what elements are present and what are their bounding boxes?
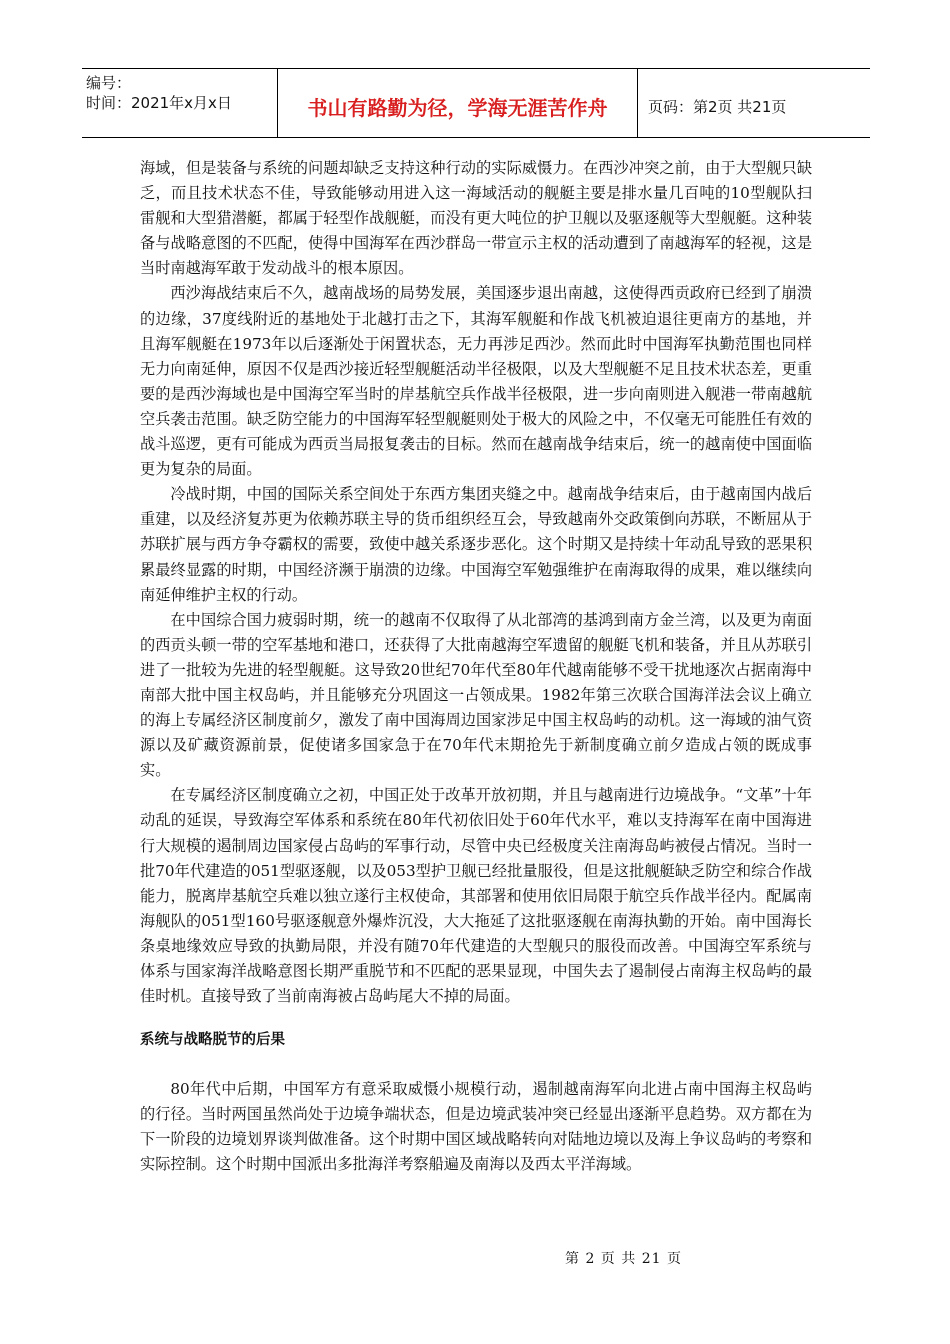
- body-paragraph: 在专属经济区制度确立之初，中国正处于改革开放初期，并且与越南进行边境战争。“文革”十年动乱的延误，导致海空军体系和系统在80年代初依旧处于60年代水平，难以支持海军在南中国海进行大规模的遏制周边国家侵占岛屿的军事行动，尽管中央已经极度关注南海岛屿被侵占情况。当时一批70年代建造的051型驱逐舰，以及053型护卫舰已经批量服役，但是这批舰艇缺乏防空和综合作战能力，脱离岸基航空兵难以独立遂行主权使命，其部署和使用依旧局限于航空兵作战半径内。配属南海舰队的051型160号驱逐舰意外爆炸沉没，大大拖延了这批驱逐舰在南海执勤的开始。南中国海长条桌地缘效应导致的执勤局限，并没有随70年代建造的大型舰只的服役而改善。中国海空军系统与体系与国家海洋战略意图长期严重脱节和不匹配的恶果显现，中国失去了遏制侵占南海主权岛屿的最佳时机。直接导致了当前南海被占岛屿尾大不掉的局面。: [140, 786, 812, 1006]
- document-date-label: 时间：2021年x月x日: [86, 94, 232, 112]
- document-number-label: 编号：: [86, 74, 132, 92]
- document-body: [140, 156, 812, 1178]
- body-paragraph: 在中国综合国力疲弱时期，统一的越南不仅取得了从北部湾的基鸿到南方金兰湾，以及更为南面的西贡头顿一带的空军基地和港口，还获得了大批南越海空军遗留的舰艇飞机和装备，并且从苏联引进了一批较为先进的轻型舰艇。这导致20世纪70年代至80年代越南能够不受干扰地逐次占据南海中南部大批中国主权岛屿，并且能够充分巩固这一占领成果。1982年第三次联合国海洋法会议上确立的海上专属经济区制度前夕，激发了南中国海周边国家涉足中国主权岛屿的动机。这一海域的油气资源以及矿藏资源前景，促使诸多国家急于在70年代末期抢先于新制度确立前夕造成占领的既成事实。: [140, 610, 812, 780]
- body-paragraph: 80年代中后期，中国军方有意采取威慑小规模行动，遏制越南海军向北进占南中国海主权岛屿的行径。当时两国虽然尚处于边境争端状态，但是边境武装冲突已经显出逐渐平息趋势。双方都在为下一阶段的边境划界谈判做准备。这个时期中国区域战略转向对陆地边境以及海上争议岛屿的考察和实际控制。这个时期中国派出多批海洋考察船遍及南海以及西太平洋海域。: [140, 1080, 812, 1174]
- page-footer: 第 2 页 共 21 页: [565, 1251, 682, 1267]
- header-page-label: 页码：第2页 共21页: [648, 97, 787, 116]
- body-paragraph: 海域，但是装备与系统的问题却缺乏支持这种行动的实际威慑力。在西沙冲突之前，由于大型舰只缺乏，而且技术状态不佳，导致能够动用进入这一海域活动的舰艇主要是排水量几百吨的10型舰队扫雷舰和大型猎潜艇，都属于轻型作战舰艇，而没有更大吨位的护卫舰以及驱逐舰等大型舰艇。这种装备与战略意图的不匹配，使得中国海军在西沙群岛一带宣示主权的活动遭到了南越海军的轻视，这是当时南越海军敢于发动战斗的根本原因。: [140, 159, 812, 278]
- section-heading: 系统与战略脱节的后果: [140, 1032, 285, 1049]
- header-motto: 书山有路勤为径，学海无涯苦作舟: [278, 69, 638, 137]
- page-header: [82, 68, 870, 138]
- body-paragraph: 西沙海战结束后不久，越南战场的局势发展，美国逐步退出南越，这使得西贡政府已经到了崩溃的边缘，37度线附近的基地处于北越打击之下，其海军舰艇和作战飞机被迫退往更南方的基地，并且海军舰艇在1973年以后逐渐处于闲置状态，无力再涉足西沙。然而此时中国海军执勤范围也同样无力向南延伸，原因不仅是西沙接近轻型舰艇活动半径极限，以及大型舰艇不足且技术状态差，更重要的是西沙海域也是中国海空军当时的岸基航空兵作战半径极限，进一步向南则进入舰港一带南越航空兵袭击范围。缺乏防空能力的中国海军轻型舰艇则处于极大的风险之中，不仅毫无可能胜任有效的战斗巡逻，更有可能成为西贡当局报复袭击的目标。然而在越南战争结束后，统一的越南使中国面临更为复杂的局面。: [140, 284, 812, 479]
- body-paragraph: 冷战时期，中国的国际关系空间处于东西方集团夹缝之中。越南战争结束后，由于越南国内战后重建，以及经济复苏更为依赖苏联主导的货币组织经互会，导致越南外交政策倒向苏联，不断屈从于苏联扩展与西方争夺霸权的需要，致使中越关系逐步恶化。这个时期又是持续十年动乱导致的恶果积累最终显露的时期，中国经济濒于崩溃的边缘。中国海空军勉强维护在南海取得的成果，难以继续向南延伸维护主权的行动。: [140, 485, 812, 604]
- header-meta-cell: [82, 69, 278, 137]
